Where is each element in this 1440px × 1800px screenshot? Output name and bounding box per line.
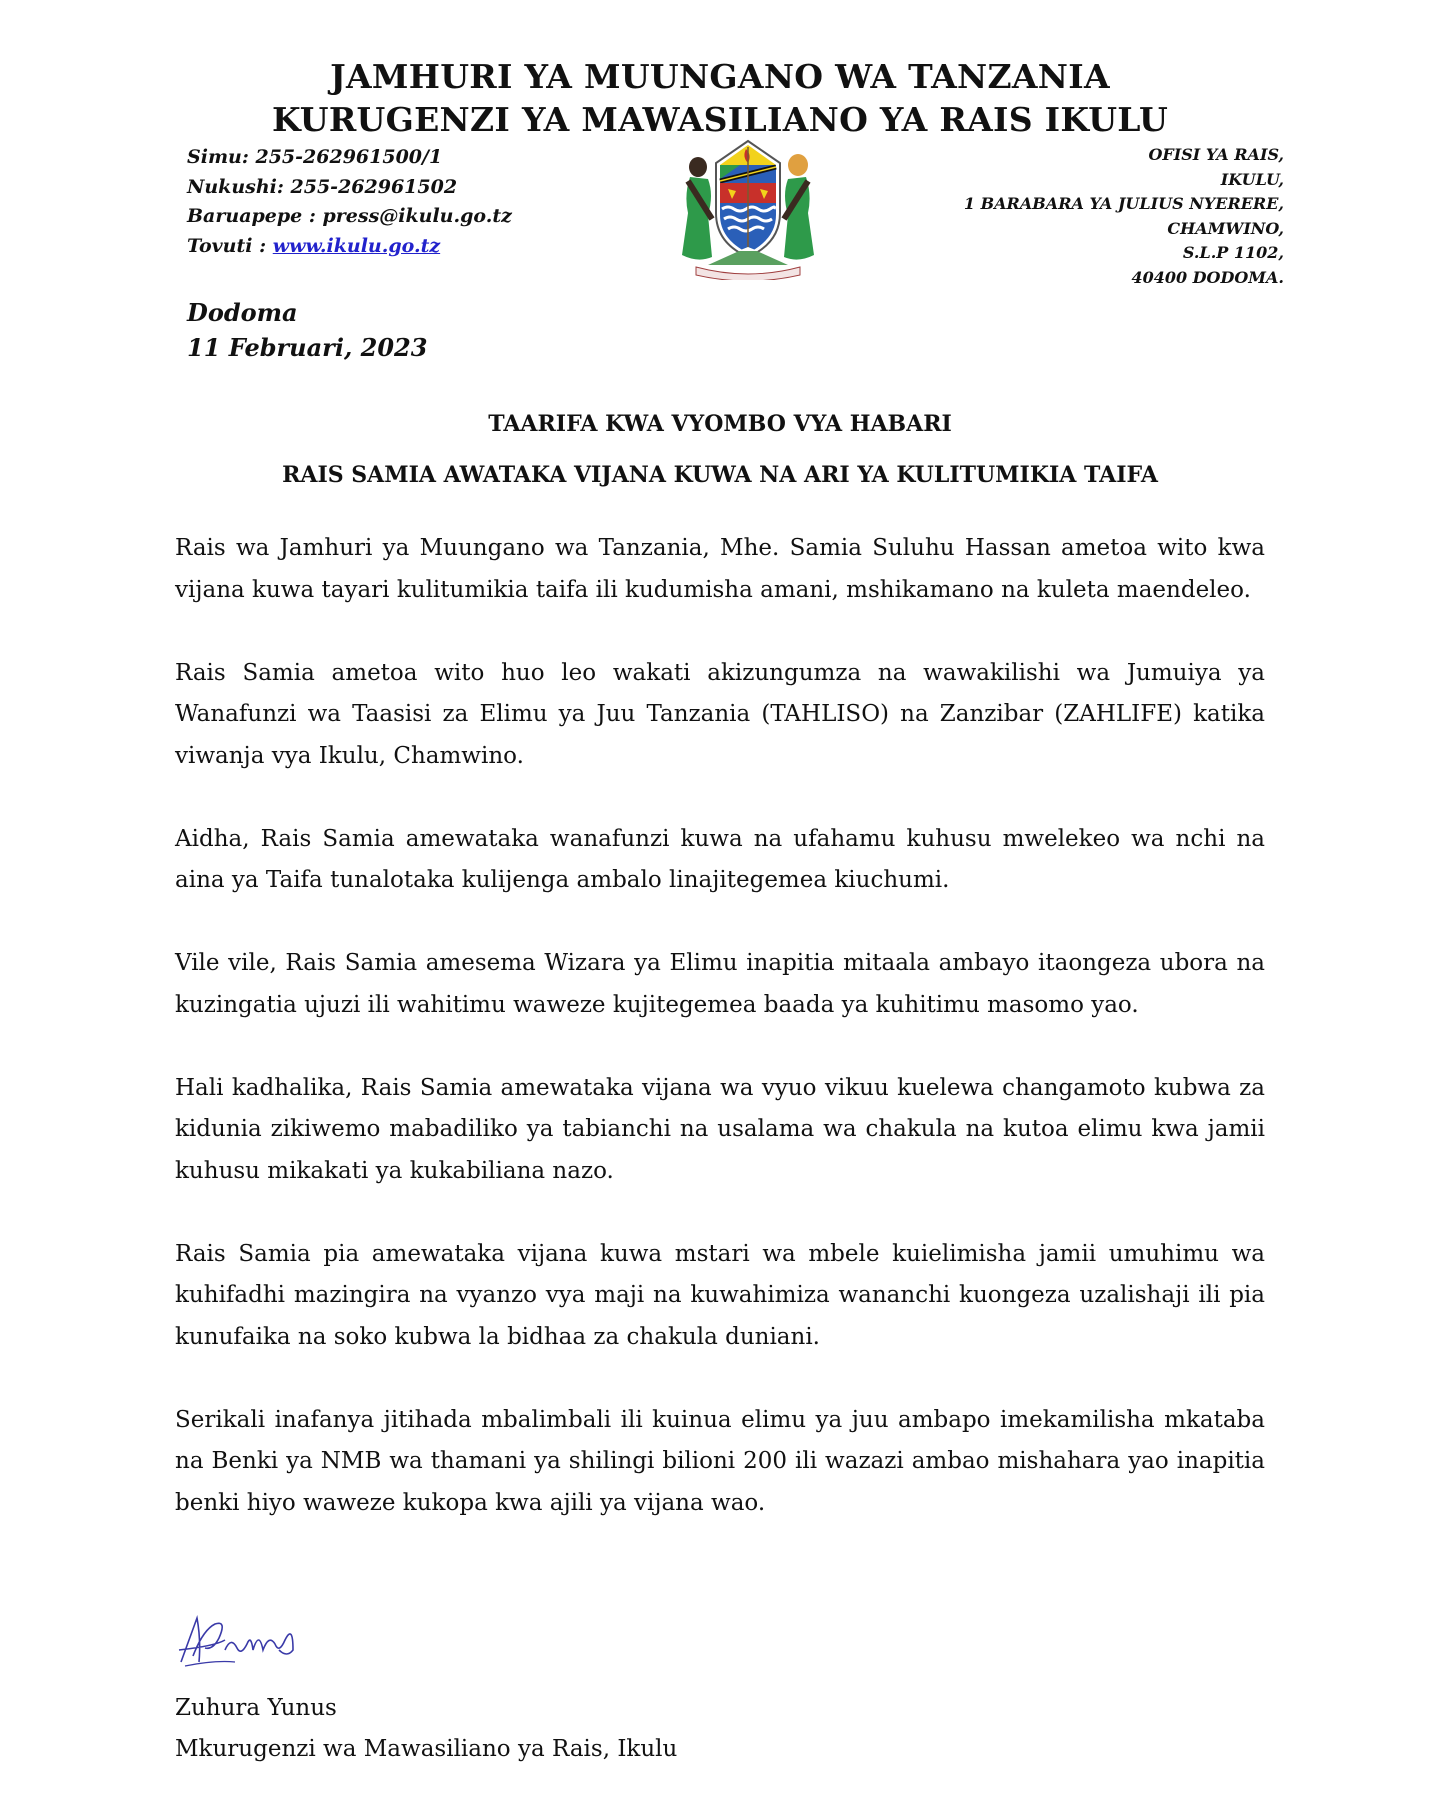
dateline-date: 11 Februari, 2023 [187, 333, 428, 362]
signature-icon [175, 1610, 325, 1670]
contact-fax: Nukushi: 255-262961502 [187, 175, 458, 198]
document-body [175, 528, 1265, 1566]
signatory [175, 1688, 677, 1770]
address-line: S.L.P 1102, [1182, 243, 1284, 262]
address-line: 40400 DODOMA. [1131, 267, 1284, 287]
website-link[interactable]: www.ikulu.go.tz [272, 234, 441, 257]
website-label: Tovuti : [187, 234, 273, 257]
paragraph: Hali kadhalika, Rais Samia amewataka vijana wa vyuo vikuu kuelewa changamoto kubwa za kidunia zikiwemo mabadiliko ya tabianchi na usalama wa chakula na kutoa elimu kwa jamii kuhusu mikakati ya kukabiliana nazo. [175, 1074, 1265, 1184]
office-address [964, 143, 1284, 290]
signatory-name: Zuhura Yunus [175, 1695, 337, 1721]
header-title-republic: JAMHURI YA MUUNGANO WA TANZANIA [330, 57, 1110, 96]
contact-phone: Simu: 255-262961500/1 [187, 146, 443, 168]
contact-block [187, 143, 512, 261]
paragraph: Rais Samia ametoa wito huo leo wakati akizungumza na wawakilishi wa Jumuiya ya Wanafunzi wa Taasisi za Elimu ya Juu Tanzania (TAHLISO) na Zanzibar (ZAHLIFE) katika viwanja vya Ikulu, Chamwino. [175, 659, 1265, 769]
dateline [187, 295, 427, 365]
paragraph: Rais wa Jamhuri ya Muungano wa Tanzania, Mhe. Samia Suluhu Hassan ametoa wito kwa vijana kuwa tayari kulitumikia taifa ili kudumisha amani, mshikamano na kuleta maendeleo. [175, 535, 1265, 603]
document-heading: TAARIFA KWA VYOMBO VYA HABARI [488, 411, 952, 437]
header-title-directorate: KURUGENZI YA MAWASILIANO YA RAIS IKULU [271, 100, 1169, 139]
address-line: OFISI YA RAIS, [1148, 145, 1284, 164]
address-line: IKULU, [1220, 169, 1284, 189]
paragraph: Serikali inafanya jitihada mbalimbali ili kuinua elimu ya juu ambapo imekamilisha mkataba na Benki ya NMB wa thamani ya shilingi bilioni 200 ili wazazi ambao mishahara yao inapitia benki hiyo waweze kukopa kwa ajili ya vijana wao. [175, 1406, 1265, 1516]
paragraph: Vile vile, Rais Samia amesema Wizara ya Elimu inapitia mitaala ambayo itaongeza ubora na kuzingatia ujuzi ili wahitimu waweze kujitegemea baada ya kuhitimu masomo yao. [175, 950, 1265, 1018]
paragraph: Rais Samia pia amewataka vijana kuwa mstari wa mbele kuielimisha jamii umuhimu wa kuhifadhi mazingira na vyanzo vya maji na kuwahimiza wananchi kuongeza uzalishaji ili pia kunufaika na soko kubwa la bidhaa za chakula duniani. [175, 1240, 1265, 1350]
address-line: 1 BARABARA YA JULIUS NYERERE, [963, 194, 1284, 213]
address-line: CHAMWINO, [1167, 218, 1284, 238]
paragraph: Aidha, Rais Samia amewataka wanafunzi kuwa na ufahamu kuhusu mwelekeo wa nchi na aina ya Taifa tunalotaka kulijenga ambalo linajitegemea kiuchumi. [175, 825, 1265, 893]
contact-website [187, 232, 512, 262]
document-headline: RAIS SAMIA AWATAKA VIJANA KUWA NA ARI YA KULITUMIKIA TAIFA [282, 462, 1158, 488]
contact-email: Baruapepe : press@ikulu.go.tz [187, 205, 512, 227]
signatory-title: Mkurugenzi wa Mawasiliano ya Rais, Ikulu [175, 1736, 678, 1762]
coat-of-arms-icon [668, 135, 828, 280]
dateline-place: Dodoma [187, 298, 298, 327]
